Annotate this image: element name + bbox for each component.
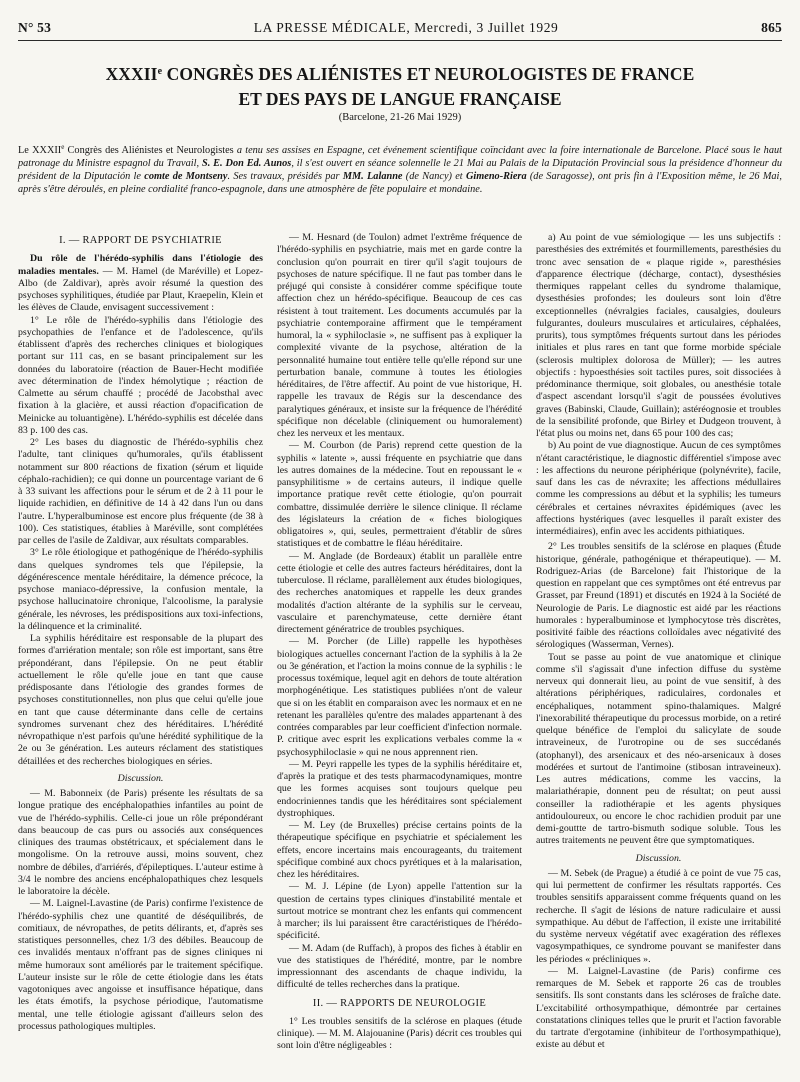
title-line-1 — [30, 64, 770, 85]
title-line-1-text: CONGRÈS DES ALIÉNISTES ET NEUROLOGISTES DE FRANCE — [166, 64, 695, 84]
col3-p2: b) Au point de vue diagnostique. Aucun de ces symptômes n'étant caractéristique, le diagnostic différentiel s'impose avec : les affections du neurone périphérique (polynévrite), facile, sauf dans les cas de névraxite; les affections médullaires comme les compressions au début et la syphilis; les tumeurs cérébrales et certaines névraxites épidémiques (avec les affections hystériques (avec lesquelles il paraît exister des intermédiaires), enfin avec les accidents pithiatiques. — [536, 440, 781, 537]
col3-discussion-heading: Discussion. — [635, 852, 682, 864]
folio-number: 865 — [761, 20, 782, 35]
article-columns — [18, 232, 782, 1072]
col2-p6: — M. Ley (de Bruxelles) précise certains points de la thérapeutique spécifique en psychiatrie et spécialement les effets, encore incertains mais encourageants, du traitement spécifique combiné aux chocs pyrétiques et à la malarisation, chez les héréditaires. — [277, 820, 522, 880]
col2-p1: — M. Hesnard (de Toulon) admet l'extrême fréquence de l'hérédo-syphilis en psychiatrie, mais met en garde contre la conclusion qu'on pourrait en tirer qu'il s'agit toujours de psychoses de nature spécifique. Il ne faut pas tomber dans le préjugé qui consiste à considérer comme spécifique toute affection chez un hérédo-spécifique. Beaucoup de ces cas résistent à tout traitement. Les documents accumulés par la psychiatrie contemporaine affirment que le tempérament humoral, la « syphiloclasie », ne suffisent pas à expliquer la complexité vivante de la psychose, altération de la personnalité humaine tout entière telle qu'elle répond sur une perturbation banale, commune à toutes les étiologies héréditaires, de l'être affectif. Au point de vue historique, H. rappelle les travaux de Régis sur la descendance des paralytiques généraux, et insiste sur la fréquence de l'hérédité spécifique non décelable (cliniquement ou humoralement) chez les nerveux et les mentaux. — [277, 232, 522, 439]
col2-p8: — M. Adam (de Ruffach), à propos des fiches à établir en vue des statistiques de l'hérédité, montre, par le nombre impressionnant des ascendants de chaque individu, la difficulté de telles recherches dans la pratique. — [277, 942, 522, 991]
col1-subheading: Du rôle de l'hérédo-syphilis dans l'étiologie des maladies mentales. — [18, 253, 263, 277]
col1-p1-text: — M. Hamel (de Maréville) et Lopez-Albo (de Zaldivar), après avoir résumé la question des psychoses syphilitiques, étudiée par Plaut, Kraepelin, Klein et les élèves de Claude, envisagent successivement : — [18, 265, 263, 314]
col1-p4: 3° Le rôle étiologique et pathogénique de l'hérédo-syphilis dans quelques syndromes tels que l'épilepsie, la dégénérescence mentale héréditaire, la démence précoce, la psychose maniaco-dépressive, la confusion mentale, la psychose hallucinatoire chronique, l'alcoolisme, la paralysie générale, les névroses, les prédispositions aux toxi-infections, la délinquence et la criminalité. — [18, 547, 263, 632]
intro-t5: . Ses travaux, présidés par — [227, 170, 343, 182]
col2-p2: — M. Courbon (de Paris) reprend cette question de la syphilis « latente », aussi fréquente en psychiatrie que dans les autres domaines de la médecine. Tout en repoussant le « pansyphilitisme » de certains auteurs, il indique quelle importance pratique revêt cette étiologie, qu'on pourrait combattre, dissimulée derrière le silence clinique. Il réclame des législateurs la création de « fiches biologiques obligatoires », qui, seules, permettraient d'établir de sûres statistiques et de combattre le fléau héréditaire. — [277, 440, 522, 550]
intro-paragraph — [18, 141, 782, 197]
intro-b3: MM. Lalanne — [342, 170, 403, 182]
running-header — [18, 16, 782, 41]
col1-p3: 2° Les bases du diagnostic de l'hérédo-syphilis chez l'adulte, tant cliniques qu'humorales, qu'ils établissent notamment sur 800 réactions de fixation (sérum et liquide céphalo-rachidien); ce qui donne un pourcentage variant de 6 à 33 suivant les affections pour le sérum et de 2 à 11 pour le liquide rachidien, en définitive de 14 à 42 dans l'un ou dans l'autre. L'hyperalbuminose est encore plus fréquente (de 38 à 100). Ces statistiques, établies à Maréville, sont complétées par celles de l'asile de Zaldivar, aux résultats comparables. — [18, 437, 263, 546]
section-heading-psychiatrie: I. — RAPPORT DE PSYCHIATRIE — [59, 235, 222, 246]
col3-p5: — M. Sebek (de Prague) a étudié à ce point de vue 75 cas, qui lui permettent de confirmer les résultats rapportés. Ces troubles sensitifs apparaissent comme fréquents quand on les recherche. Il s'agit de lésions de nature radiculaire et aussi sympathique. Au début de l'affection, il existe une irritabilité du système nerveux végétatif avec exagération des réflexes vagosympathiques, ce syndrome pouvant se manifester dans les périodes « précliniques ». — [536, 867, 781, 965]
intro-t6: (de Nancy) et — [402, 170, 466, 182]
col2-gap — [277, 992, 522, 995]
col1-p2: 1° Le rôle de l'hérédo-syphilis dans l'étiologie des psychopathies de l'enfance et de l'adolescence, qu'ils établissent d'après des recherches cliniques et biologiques portant sur 111 cas, en se basant principalement sur les données du laboratoire (réaction de Bauer-Hecht modifiée avec détermination de l'index hémolytique ; réaction de Calmette au sérum chauffé ; procédé de Jacobsthal avec fixation à la glacière, et aussi réaction d'opacification de Meinicke au toluantigène). L'hérédo-syphilis est décelée dans 83 p. 100 des cas. — [18, 314, 263, 436]
intro-t7: (de Saragosse), ont pris fin à l'Exposition même, le 26 Mai, après s'être déroulés, en pleine cordialité franco-espagnole, dans une atmosphère de fête populaire et mondaine. — [18, 170, 782, 195]
col2-p5: — M. Peyri rappelle les types de la syphilis héréditaire et, d'après la pratique et des tests pharmacodynamiques, montre que les formes acquises sont toujours quelque peu endocriniennes tandis que les héréditaires sont spécialement dystrophiques. — [277, 758, 522, 819]
column-3 — [536, 232, 781, 1072]
col1-p1 — [18, 253, 263, 314]
col1-p7: — M. Laignel-Lavastine (de Paris) confirme l'existence de l'hérédo-syphilis chez une quantité de déséquilibrés, de comitiaux, de névropathes, de petits délirants, et, d'après ses statistiques personnelles, chez 1/3 des débiles. Beaucoup de ces invalidés mentaux n'offrant pas de signes cliniques ni même humoraux sont améliorés par le traitement spécifique. L'auteur insiste sur le rôle de cette étiologie dans les états vagotoniques avec angoisse et insuffisance hépatique, dans les états émotifs, la psychose périodique, l'automatisme mental, une telle étiologie agissant d'ailleurs selon des processus pathologiques multiples. — [18, 898, 263, 1032]
title-ordinal: XXXII — [105, 64, 158, 84]
intro-t4: , il s'est ouvert en séance solennelle le 21 Mai au Palais de la Diputación Provincial sous la présidence d'honneur du président de la Diputación le — [18, 157, 782, 182]
column-1 — [18, 232, 263, 1072]
col3-p1: a) Au point de vue sémiologique — les uns subjectifs : paresthésies des extrémités et fourmillements, paresthésies du tronc avec sensation de « plaque rigide », paresthésies d'apparence électrique (décharge, contact), dysesthésies thermiques rappelant celles du syndrome thalamique, dysesthésies profondes; les douleurs sont loin d'être exceptionnelles (névralgies faciales, causalgies, douleurs fulgurantes, douleurs musculaires et articulaires, céphalées, prurits), tous symptômes fréquents surtout dans les périodes initiales et plus rares en tant que forme morbide spéciale (sclerosis multiplex dolorosa de Müller); — les autres objectifs : hypoesthésies soit tactiles pures, soit dissociées à prédominance thermique, soit globales, ou anesthésie totale d'aspect ascendant lorsqu'il s'agit de poussées évolutives graves (Babinski, Claude, Guillain); astéréognosie et troubles de la sensibilité profonde, que Birley et Dudgeon trouvent, à l'état plus ou moins net, dans 65 pour 100 des cas; — [536, 232, 781, 439]
col2-p7: — M. J. Lépine (de Lyon) appelle l'attention sur la question de certains types cliniques d'instabilité mentale et surtout motrice se montrant chez les enfants qui commencent à marcher; ils lui paraissent être caractéristiques de l'hérédo-spécificité. — [277, 881, 522, 942]
intro-b4: Gimeno-Riera — [465, 170, 527, 182]
title-line-2: ET DES PAYS DE LANGUE FRANÇAISE — [238, 89, 562, 109]
col3-p3: 2° Les troubles sensitifs de la sclérose en plaques (Étude historique, générale, pathogénique et thérapeutique). — M. Rodriguez-Arias (de Barcelone) fait l'historique de la question en rappelant que ces symptômes ont été entrevus par Grasset, par Freund (1891) et discutés en 1924 à la Société de Neurologie de Paris. Le diagnostic est aidé par les réactions humorales : hyperalbuminose et lymphocytose très discrètes, positivité faible des réactions colloïdales avec négativité des sérologiques (Wasserman, Vernes). — [536, 541, 781, 651]
congress-place-date: (Barcelone, 21-26 Mai 1929) — [338, 112, 462, 123]
col2-p3: — M. Anglade (de Bordeaux) établit un parallèle entre cette étiologie et celle des autres facteurs héréditaires, dont la tuberculose. Il réclame, parallèlement aux études biologiques, des recherches anatomiques et rappelle les deux grandes modalités d'action altérante de la syphilis sur le cerveau, vasculaire et parenchymateuse, cette dernière étant directement génératrice de troubles psychiques. — [277, 550, 522, 635]
section-heading-neurologie: II. — RAPPORTS DE NEUROLOGIE — [312, 997, 487, 1009]
col1-p5: La syphilis héréditaire est responsable de la plupart des formes d'arriération mentale; son rôle est important, sans être prépondérant, dans l'épilepsie. On ne peut établir actuellement le rôle qu'elle joue en tant que cause prédisposante dans l'étiologie des grandes formes de psychoses constitutionnelles, non plus que celui qu'elle joue en tant que cause déterminante dans celle de certains syndromes survenant chez des héréditaires. L'hérédité névropathique n'est parfois qu'une hérédité syphilitique de la 2e ou 3e génération. Les auteurs réclament des statistiques détaillées et des recherches biologiques en séries. — [18, 633, 263, 767]
col1-p6: — M. Babonneix (de Paris) présente les résultats de sa longue pratique des encéphalopathies infantiles au point de vue de l'hérédo-syphilis. Celle-ci joue un rôle prépondérant dans beaucoup de cas purs ou associés aux conséquences cliniques des traumas obstétricaux, et spécialement dans le mongolisme. On la retrouve aussi, moins souvent, chez nombre de débiles, d'arriérés, d'épileptiques. L'auteur estime à 3/4 le nombre des anciens encéphalopathiques chez lesquels le laboratoire la décèle. — [18, 788, 263, 897]
col3-p6: — M. Laignel-Lavastine (de Paris) confirme ces remarques de M. Sebek et rapporte 26 cas de troubles sensitifs. Ils sont constants dans les scléroses de fraîche date. L'excitabilité orthosympathique, démontrée par certaines constatations cliniques telles que le prurit et l'action favorable du tartrate d'ergotamine (inhibiteur de l'orthosympathique), existe au début et — [536, 965, 781, 1051]
col1-discussion-heading: Discussion. — [117, 772, 164, 784]
column-2 — [277, 232, 522, 1072]
intro-t3: a tenu ses assises en Espagne, cet événement scientifique coïncidant avec la foire internationale de Barcelone. Placé sous le haut patronage du Ministre espagnol du Travail, — [18, 145, 782, 169]
title-ordinal-sup: e — [157, 66, 163, 77]
intro-b2: comte de Montseny — [144, 170, 228, 182]
col3-p4: Tout se passe au point de vue anatomique et clinique comme s'il s'agissait d'une infection diffuse du système nerveux qui donnerait lieu, au point de vue sensitif, à des altérations périphériques, radiculaires, cordonales et encéphaliques, notamment spino-thalamiques. Malgré l'inexorabilité thérapeutique du processus morbide, on a retiré quelque bénéfice de l'emploi du salicylate de soude intraveineux, de l'urotropine ou de ses succédanés (atophanyl), des arsenicaux et des néo-arsenicaux à doses modérées et surtout de l'antimoine (stibosan intraveineux). Les autres médications, comme les vaccins, la malariathérapie, donnent peu de résultat; on peut aussi conseiller la radiothérapie et les agents physiques antidouloureux, ou encore le choc rachidien produit par une demi-gouttte de tartro-bismuth sodique soluble. Tous les autres traitements ne peuvent être que symptomatiques. — [536, 651, 781, 847]
intro-t2: Congrès des Aliénistes et Neurologistes — [64, 145, 237, 156]
col2-p4: — M. Porcher (de Lille) rappelle les hypothèses biologiques actuelles concernant l'action de la syphilis à la 2e ou 3e génération, et l'action la moins connue de la syphilis : le processus toxémique, lequel agit en dehors de toute altération morphogénétique. Les statistiques publiées n'ont de valeur que si on les établit en comparaison avec les normaux et en ne retenant les parallèles qu'entre des malades appartenant à des contrées comparables par leur coefficient d'infection normale. P. critique avec esprit les explications verbales comme la « psychosyphiloclasie » qui ne nous apprennent rien. — [277, 636, 522, 758]
issue-number: N° 53 — [18, 20, 52, 35]
intro-t1: Le XXXII — [18, 145, 62, 156]
intro-t1-sup: e — [61, 143, 65, 151]
col2-p9: 1° Les troubles sensitifs de la sclérose en plaques (étude clinique). — M. M. Alajouanine (Paris) décrit ces troubles qui sont loin d'être négligeables : — [277, 1015, 522, 1052]
intro-b1: S. E. Don Ed. Aunos — [201, 157, 292, 169]
journal-line: LA PRESSE MÉDICALE, Mercredi, 3 Juillet 1929 — [253, 20, 559, 35]
